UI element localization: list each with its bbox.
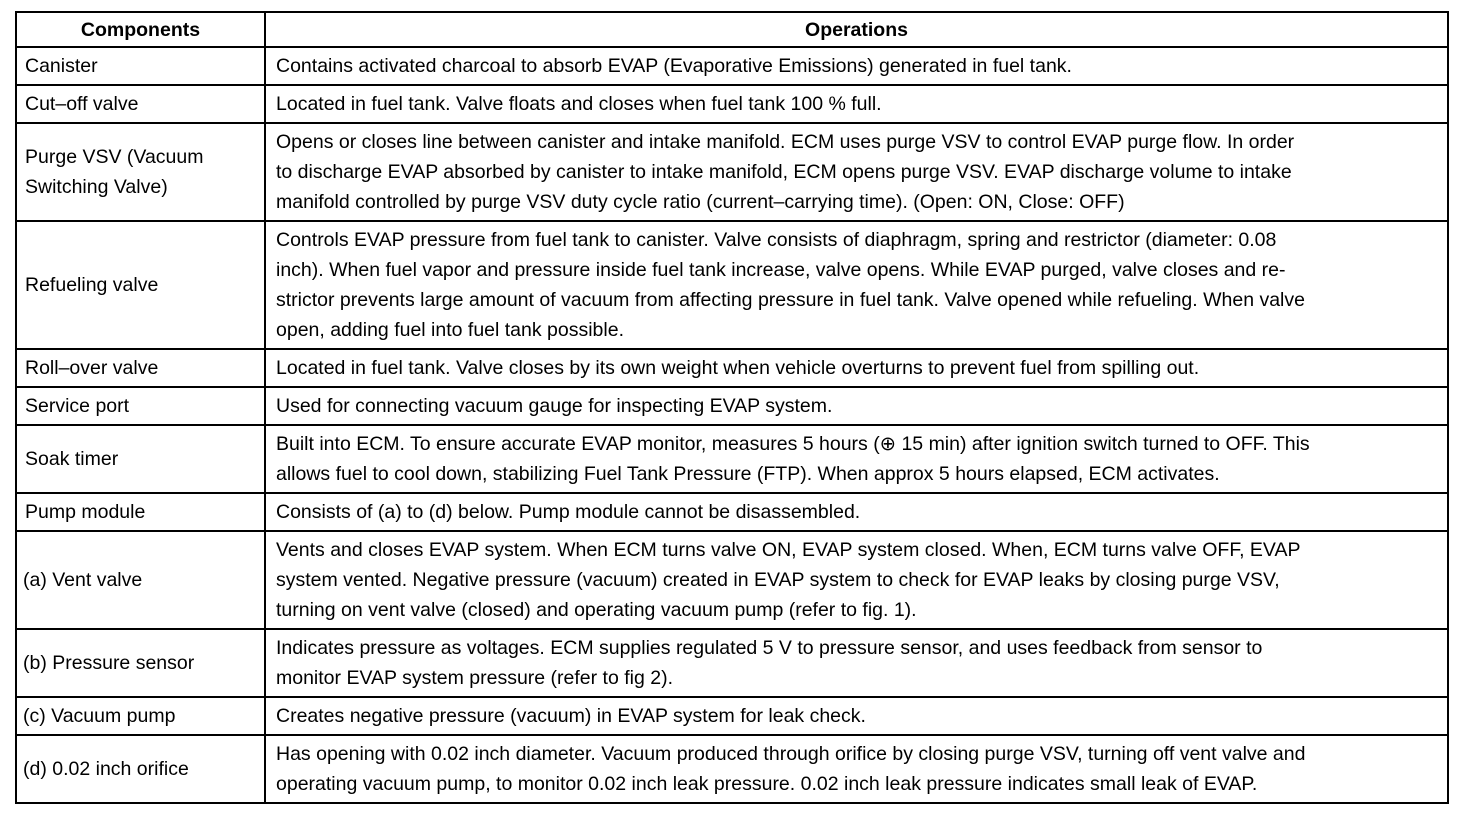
operation-cell (265, 531, 1448, 629)
operation-text-line: Located in fuel tank. Valve closes by its own weight when vehicle overturns to prevent fuel from spilling out. (276, 357, 1200, 379)
component-cell (16, 221, 265, 349)
operation-cell (265, 735, 1448, 803)
component-name-line: Purge VSV (Vacuum (25, 146, 204, 168)
operation-cell (265, 493, 1448, 531)
operation-text-line: Located in fuel tank. Valve floats and closes when fuel tank 100 % full. (276, 93, 882, 115)
table-row (16, 221, 1448, 349)
operation-text-line: Has opening with 0.02 inch diameter. Vacuum produced through orifice by closing purge VSV, turning off vent valve and (276, 743, 1306, 765)
component-name-line: Roll–over valve (25, 357, 159, 379)
evap-components-table (15, 11, 1449, 804)
table-row (16, 735, 1448, 803)
component-name-line: Service port (25, 395, 130, 417)
table-row (16, 425, 1448, 493)
operation-cell (265, 47, 1448, 85)
operation-text-line: monitor EVAP system pressure (refer to fig 2). (276, 667, 673, 689)
operation-cell (265, 387, 1448, 425)
component-name-line: Switching Valve) (25, 176, 168, 198)
table-row (16, 387, 1448, 425)
operation-text-line: Opens or closes line between canister and intake manifold. ECM uses purge VSV to control EVAP purge flow. In order (276, 131, 1295, 153)
operation-text-line: Indicates pressure as voltages. ECM supplies regulated 5 V to pressure sensor, and uses feedback from sensor to (276, 637, 1263, 659)
component-name-line: (d) 0.02 inch orifice (23, 758, 189, 780)
component-name-line: (a) Vent valve (23, 569, 143, 591)
component-cell (16, 85, 265, 123)
operation-text-line: open, adding fuel into fuel tank possible. (276, 319, 625, 341)
table-body (16, 47, 1448, 803)
table-header-row (16, 12, 1448, 47)
operation-text-line: strictor prevents large amount of vacuum from affecting pressure in fuel tank. Valve opened while refueling. When valve (276, 289, 1305, 311)
operation-text-line: Vents and closes EVAP system. When ECM turns valve ON, EVAP system closed. When, ECM turns valve OFF, EVAP (276, 539, 1301, 561)
operation-text-line: operating vacuum pump, to monitor 0.02 inch leak pressure. 0.02 inch leak pressure indicates small leak of EVAP. (276, 773, 1258, 795)
operation-text-line: to discharge EVAP absorbed by canister to intake manifold, ECM opens purge VSV. EVAP discharge volume to intake (276, 161, 1292, 183)
component-cell (16, 47, 265, 85)
operation-cell (265, 221, 1448, 349)
table-row (16, 349, 1448, 387)
component-cell (16, 531, 265, 629)
table-row (16, 123, 1448, 221)
operation-cell (265, 123, 1448, 221)
operation-text-line: inch). When fuel vapor and pressure inside fuel tank increase, valve opens. While EVAP purged, valve closes and re- (276, 259, 1286, 281)
component-name-line: Canister (25, 55, 98, 77)
operation-text-line: Contains activated charcoal to absorb EVAP (Evaporative Emissions) generated in fuel tank. (276, 55, 1072, 77)
components-column-header: Components (16, 12, 265, 47)
table-row (16, 531, 1448, 629)
table-row (16, 47, 1448, 85)
operation-text-line: Used for connecting vacuum gauge for inspecting EVAP system. (276, 395, 833, 417)
operations-column-header: Operations (265, 12, 1448, 47)
operation-text-line: turning on vent valve (closed) and operating vacuum pump (refer to fig. 1). (276, 599, 917, 621)
operation-cell (265, 629, 1448, 697)
operation-cell (265, 425, 1448, 493)
component-name-line: Soak timer (25, 448, 119, 470)
operation-text-line: Controls EVAP pressure from fuel tank to canister. Valve consists of diaphragm, spring and restrictor (diameter: 0.08 (276, 229, 1277, 251)
component-cell (16, 629, 265, 697)
component-cell (16, 387, 265, 425)
operation-text-line: allows fuel to cool down, stabilizing Fuel Tank Pressure (FTP). When approx 5 hours elapsed, ECM activates. (276, 463, 1220, 485)
operation-cell (265, 697, 1448, 735)
operation-cell (265, 85, 1448, 123)
component-name-line: Cut–off valve (25, 93, 139, 115)
table-row (16, 697, 1448, 735)
component-cell (16, 425, 265, 493)
component-cell (16, 493, 265, 531)
table-row (16, 629, 1448, 697)
operation-text-line: system vented. Negative pressure (vacuum) created in EVAP system to check for EVAP leaks by closing purge VSV, (276, 569, 1280, 591)
operation-text-line: Creates negative pressure (vacuum) in EVAP system for leak check. (276, 705, 866, 727)
component-cell (16, 697, 265, 735)
component-name-line: (c) Vacuum pump (23, 705, 176, 727)
operation-text-line: Consists of (a) to (d) below. Pump module cannot be disassembled. (276, 501, 861, 523)
component-name-line: Refueling valve (25, 274, 159, 296)
component-cell (16, 349, 265, 387)
component-cell (16, 735, 265, 803)
table-row (16, 85, 1448, 123)
component-name-line: (b) Pressure sensor (23, 652, 195, 674)
table-row (16, 493, 1448, 531)
component-cell (16, 123, 265, 221)
component-name-line: Pump module (25, 501, 146, 523)
operation-text-line: manifold controlled by purge VSV duty cycle ratio (current–carrying time). (Open: ON, Close: OFF) (276, 191, 1125, 213)
operation-cell (265, 349, 1448, 387)
operation-text-line: Built into ECM. To ensure accurate EVAP monitor, measures 5 hours (⊕ 15 min) after ignition switch turned to OFF. This (276, 433, 1310, 455)
